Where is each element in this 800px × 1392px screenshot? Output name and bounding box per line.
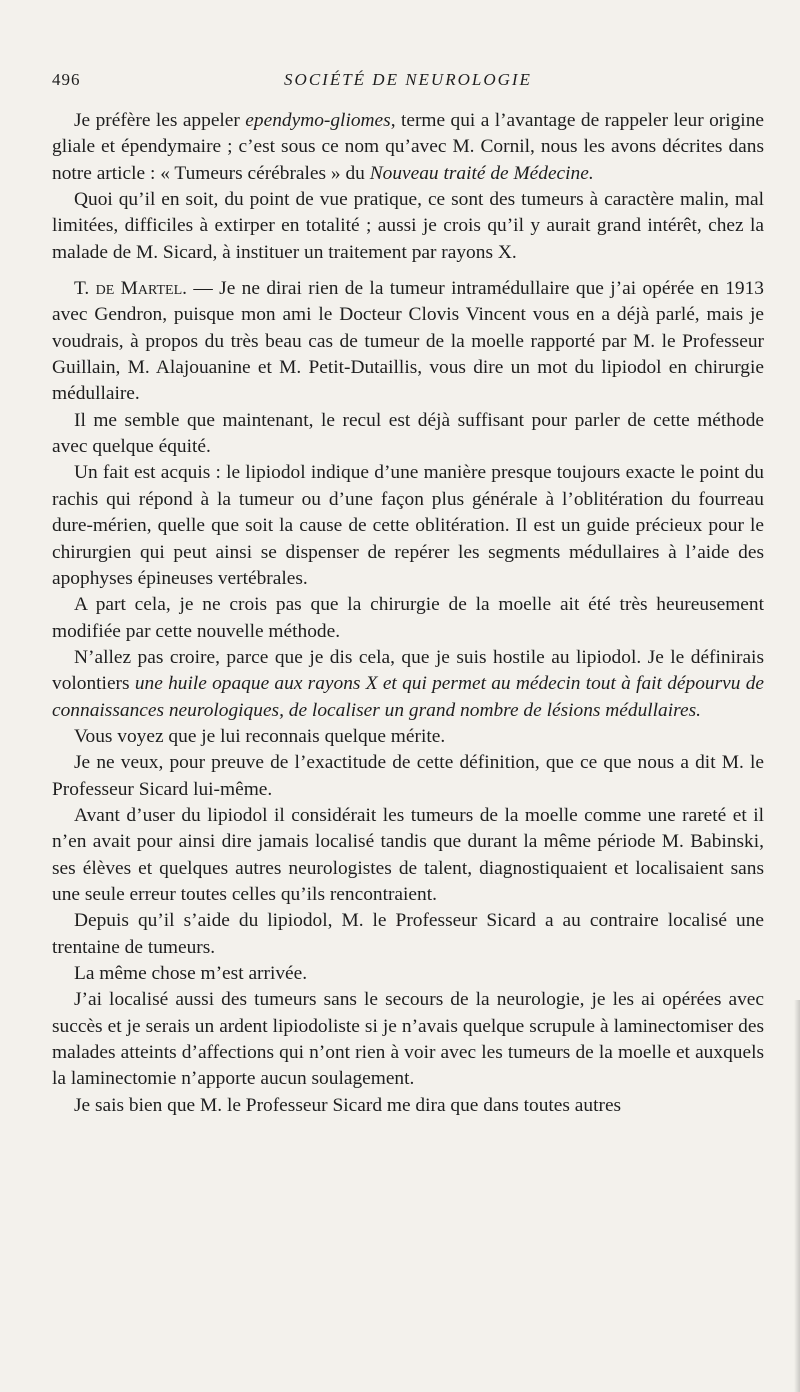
paragraph-6: A part cela, je ne crois pas que la chirurgie de la moelle ait été très heureusement modifiée par cette nouvelle méthode. [52, 594, 764, 642]
paragraph-2: Quoi qu’il en soit, du point de vue pratique, ce sont des tumeurs à caractère malin, mal limitées, difficiles à extirper en totalité ; aussi je crois qu’il y aurait grand intérêt, chez la malade de M. Sicard, à instituer un traitement par rayons X. [52, 189, 764, 263]
paragraph-3 [52, 276, 764, 408]
paragraph-8: Vous voyez que je lui reconnais quelque mérite. [74, 725, 446, 747]
paragraph-4: Il me semble que maintenant, le recul est déjà suffisant pour parler de cette méthode avec quelque équité. [52, 409, 764, 458]
paragraph-1-book-title: Nouveau traité de Médecine. [369, 162, 594, 184]
paragraph-7-definition-italic: une huile opaque aux rayons X et qui permet au médecin tout à fait dépourvu de connaissances neurologiques, de localiser un grand nombre de lésions médullaires. [52, 673, 764, 721]
paragraph-10: Avant d’user du lipiodol il considérait les tumeurs de la moelle comme une rareté et il n’en avait pour ainsi dire jamais localisé tandis que durant la même période M. Babinski, ses élèves et quelques autres neurologistes de talent, diagnostiquaient et localisaient sans une seule erreur toutes celles qu’ils rencontraient. [52, 804, 764, 905]
paragraph-1-text-a: Je préfère les appeler [74, 110, 246, 131]
paragraph-1-text-b: , terme qui a l’avantage de rappeler leur origine gliale et épendymaire ; c’est sous ce nom qu’avec M. Cornil, nous les avons décrites dans notre article : « Tumeurs cérébrales » du [52, 110, 764, 184]
running-head [52, 70, 764, 98]
paragraph-12: La même chose m’est arrivée. [74, 963, 308, 984]
page-number: 496 [52, 70, 81, 89]
speaker-name: de Martel. [95, 278, 188, 300]
paragraph-5: Un fait est acquis : le lipiodol indique d’une manière presque toujours exacte le point du rachis qui répond à la tumeur ou d’une façon plus générale à l’oblitération du fourreau dure-mérien, quelle que soit la cause de cette oblitération. Il est un guide précieux pour le chirurgien qui peut ainsi se dispenser de repérer les segments médullaires à l’aide des apophyses épineuses vertébrales. [52, 462, 764, 589]
paragraph-9: Je ne veux, pour preuve de l’exactitude de cette définition, que ce que nous a dit M. le Professeur Sicard lui-même. [52, 752, 764, 800]
paragraph-14: Je sais bien que M. le Professeur Sicard me dira que dans toutes autres [74, 1094, 622, 1116]
paragraph-13: J’ai localisé aussi des tumeurs sans le secours de la neurologie, je les ai opérées avec succès et je serais un ardent lipiodoliste si je n’avais quelque scrupule à laminectomiser des malades atteints d’affections qui n’ont rien à voir avec les tumeurs de la moelle et auxquels la laminectomie n’apporte aucun soulagement. [52, 989, 764, 1090]
paragraph-7-text: N’allez pas croire, parce que je dis cela, que je suis hostile au lipiodol. Je le définirais volontiers [52, 646, 764, 695]
paragraph-7 [52, 645, 764, 724]
paragraph-1 [52, 108, 764, 187]
paragraph-3-text: — Je ne dirai rien de la tumeur intramédullaire que j’ai opérée en 1913 avec Gendron, puisque mon ami le Docteur Clovis Vincent vous en a déjà parlé, mais je voudrais, à propos du très beau cas de tumeur de la moelle rapporté par M. le Professeur Guillain, M. Alajouanine et M. Petit-Dutaillis, vous dire un mot du lipiodol en chirurgie médullaire. [52, 278, 764, 405]
page-edge-shadow [794, 1000, 800, 1392]
journal-title: SOCIÉTÉ DE NEUROLOGIE [284, 70, 532, 89]
paragraph-11: Depuis qu’il s’aide du lipiodol, M. le Professeur Sicard a au contraire localisé une trentaine de tumeurs. [52, 910, 764, 958]
book-page [52, 70, 764, 1119]
paragraph-1-term-italic: ependymo-gliomes [245, 110, 391, 131]
page-body [52, 108, 764, 1119]
speaker-initial: T. [74, 278, 96, 300]
